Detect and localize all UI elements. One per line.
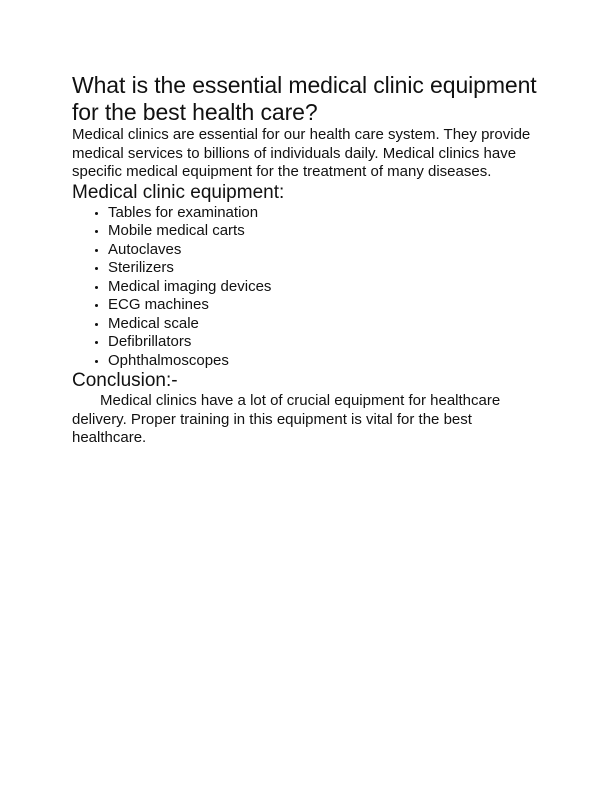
conclusion-paragraph: Medical clinics have a lot of crucial equipment for healthcare delivery. Proper training in this equipment is vital for the best healthcare. bbox=[72, 392, 501, 446]
conclusion-heading: Conclusion:- bbox=[72, 370, 178, 391]
list-item: • Tables for examination bbox=[108, 204, 542, 223]
list-item: • Medical scale bbox=[108, 315, 542, 334]
list-item: • Medical imaging devices bbox=[108, 278, 542, 297]
equipment-heading: Medical clinic equipment: bbox=[72, 181, 285, 203]
list-item: • ECG machines bbox=[108, 296, 542, 315]
list-item: • Ophthalmoscopes bbox=[108, 352, 542, 371]
list-item: • Sterilizers bbox=[108, 259, 542, 278]
document-page bbox=[72, 72, 542, 448]
intro-paragraph: Medical clinics are essential for our health care system. They provide medical services to billions of individuals daily. Medical clinics have specific medical equipment for the treatment of many diseases. bbox=[72, 126, 531, 180]
list-item: • Autoclaves bbox=[108, 241, 542, 260]
list-item: • Mobile medical carts bbox=[108, 222, 542, 241]
equipment-list bbox=[72, 204, 542, 371]
list-item: • Defibrillators bbox=[108, 333, 542, 352]
document-title: What is the essential medical clinic equipment for the best health care? bbox=[72, 72, 537, 125]
